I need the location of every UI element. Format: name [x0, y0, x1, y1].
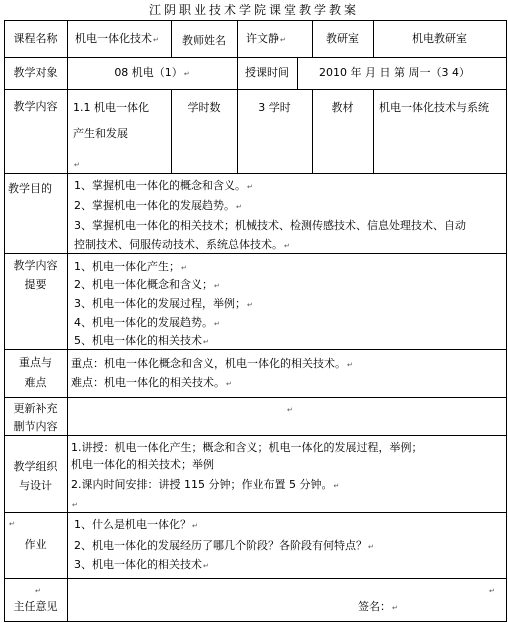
table-line [373, 89, 374, 173]
table-line [4, 397, 507, 398]
teacher-name-value: 许文静↵ [246, 32, 286, 45]
teaching-target-label: 教学对象 [13, 66, 58, 79]
outline-item: 5、机电一体化的相关技术↵ [74, 334, 209, 347]
outline-item: 3、机电一体化的发展过程，举例；↵ [74, 297, 253, 310]
outline-item: 4、机电一体化的发展趋势。↵ [74, 316, 220, 329]
paragraph-mark: ↵ [72, 501, 78, 509]
content-outline-label: 教学内容 [13, 259, 58, 272]
document-title: 江阴职业技术学院课堂教学教案 [148, 3, 359, 17]
goal-item: 3、掌握机电一体化的相关技术；机械技术、检测传感技术、信息处理技术、自动 [74, 219, 466, 232]
paragraph-mark: ↵ [287, 406, 293, 414]
table-line [4, 621, 507, 622]
table-line [67, 20, 68, 622]
organization-line: 机电一体化的相关技术；举例 [71, 458, 214, 471]
organization-label: 教学组织 [13, 460, 58, 473]
office-value: 机电教研室 [412, 32, 467, 45]
paragraph-mark: ↵ [489, 587, 495, 595]
office-label: 教研室 [326, 32, 359, 45]
paragraph-mark: ↵ [9, 520, 15, 528]
teaching-content-value-cont: 产生和发展 [73, 127, 128, 140]
key-point-text: 重点：机电一体化概念和含义，机电一体化的相关技术。↵ [71, 357, 353, 370]
homework-item: 2、机电一体化的发展经历了哪几个阶段？各阶段有何特点？↵ [74, 539, 374, 552]
hours-value: 3 学时 [258, 101, 291, 114]
organization-line: 1.讲授：机电一体化产生；概念和含义；机电一体化的发展过程，举例； [71, 441, 423, 454]
table-line [4, 57, 507, 58]
supplement-label: 更新补充 [13, 402, 58, 415]
outline-item: 1、机电一体化产生；↵ [74, 260, 187, 273]
class-time-value: 2010 年 月 日 第 周一（3 4） [319, 66, 470, 79]
difficult-point-text: 难点：机电一体化的相关技术。↵ [71, 376, 232, 389]
hours-label: 学时数 [187, 101, 221, 114]
outline-item: 2、机电一体化概念和含义；↵ [74, 278, 220, 291]
homework-item: 1、什么是机电一体化？↵ [74, 518, 198, 531]
table-line [506, 20, 507, 622]
goal-item: 控制技术、伺服传动技术、系统总体技术。↵ [74, 238, 290, 251]
table-line [4, 512, 507, 513]
organization-line: 2.课内时间安排：讲授 115 分钟；作业布置 5 分钟。↵ [71, 478, 340, 491]
course-name-value: 机电一体化技术↵ [75, 32, 159, 45]
paragraph-mark: ↵ [74, 161, 80, 169]
table-line [4, 89, 507, 90]
paragraph-mark: ↵ [35, 587, 41, 595]
course-name-label: 课程名称 [13, 32, 58, 45]
goal-item: 1、掌握机电一体化的概念和含义。↵ [74, 179, 253, 192]
keypoints-label: 重点与 [19, 356, 52, 369]
director-opinion-label: 主任意见 [13, 600, 58, 613]
table-line [4, 435, 507, 436]
homework-item: 3、机电一体化的相关技术↵ [74, 558, 209, 571]
teaching-content-label: 教学内容 [13, 100, 58, 113]
teaching-content-value: 1.1 机电一体化 [73, 101, 149, 114]
table-line [297, 57, 298, 89]
class-time-label: 授课时间 [245, 66, 289, 79]
signature-label: 签名：↵ [358, 600, 398, 613]
textbook-label: 教材 [331, 101, 354, 114]
teaching-target-value: 08 机电（1）↵ [114, 66, 190, 79]
teacher-name-label: 教师姓名 [182, 34, 226, 47]
content-outline-label-cont: 提要 [24, 278, 47, 291]
table-line [4, 578, 507, 579]
supplement-label-cont: 删节内容 [13, 420, 58, 433]
textbook-value: 机电一体化技术与系统 [379, 101, 489, 114]
goal-item: 2、掌握机电一体化的发展趋势。↵ [74, 199, 242, 212]
keypoints-label-cont: 难点 [24, 376, 47, 389]
table-line [4, 20, 507, 21]
homework-label: 作业 [24, 538, 47, 551]
organization-label-cont: 与设计 [19, 479, 52, 492]
table-line [237, 20, 238, 57]
teaching-goals-label: 教学目的 [8, 182, 52, 195]
table-line [4, 173, 507, 174]
